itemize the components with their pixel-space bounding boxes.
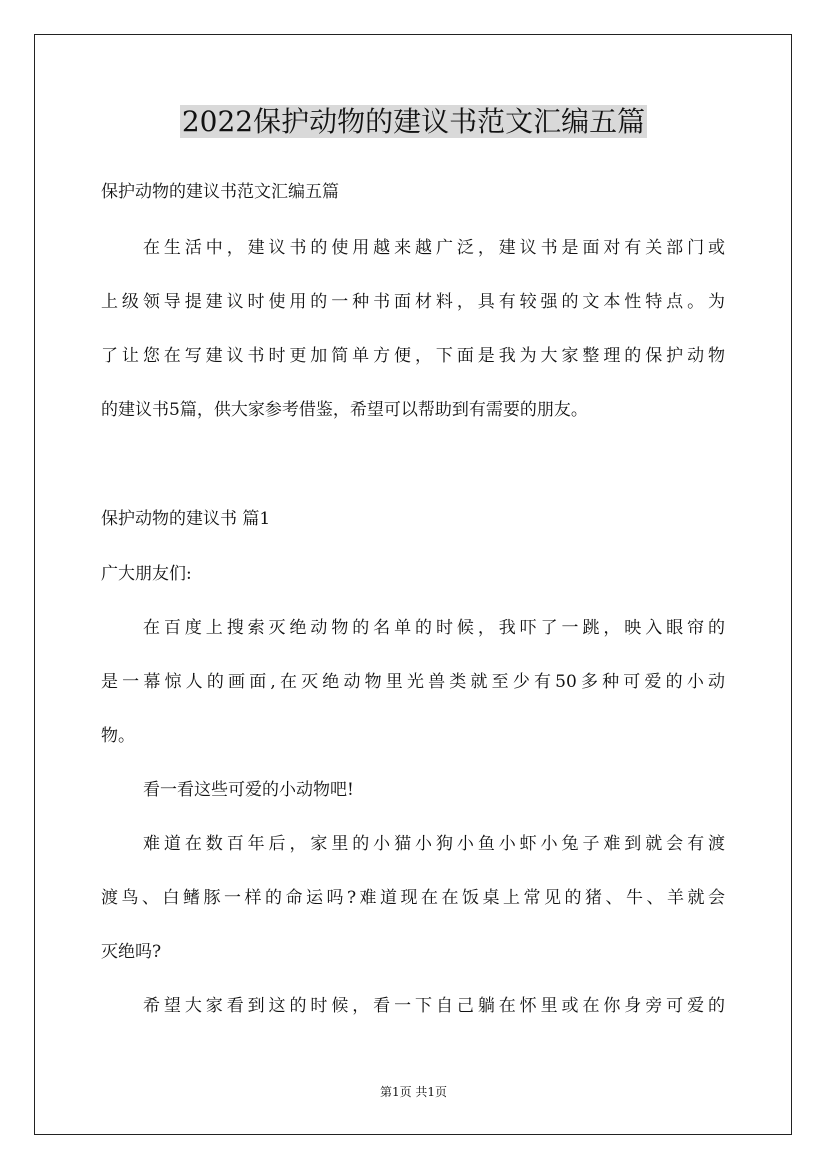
subtitle-line: 保护动物的建议书范文汇编五篇 [101,182,339,202]
page-number-footer: 第1页 共1页 [379,1085,448,1099]
paragraph-line: 看一看这些可爱的小动物吧! [143,780,354,800]
paragraph-line: 的建议书5篇，供大家参考借鉴，希望可以帮助到有需要的朋友。 [101,400,588,420]
paragraph-line: 上级领导提建议时使用的一种书面材料，具有较强的文本性特点。为 [101,292,725,312]
paragraph-line: 渡鸟、白鳍豚一样的命运吗?难道现在在饭桌上常见的猪、牛、羊就会 [101,888,725,908]
section-heading: 保护动物的建议书 篇1 [101,509,271,529]
paragraph-line: 灭绝吗? [101,942,162,962]
document-title-text: 2022保护动物的建议书范文汇编五篇 [181,105,646,138]
paragraph-line: 难道在数百年后，家里的小猫小狗小鱼小虾小兔子难到就会有渡 [143,834,725,854]
paragraph-line: 在百度上搜索灭绝动物的名单的时候，我吓了一跳，映入眼帘的 [143,618,725,638]
paragraph-line: 在生活中，建议书的使用越来越广泛，建议书是面对有关部门或 [143,238,725,258]
paragraph-line: 希望大家看到这的时候，看一下自己躺在怀里或在你身旁可爱的 [143,996,725,1016]
paragraph-line: 了让您在写建议书时更加简单方便，下面是我为大家整理的保护动物 [101,346,725,366]
document-title [0,100,827,144]
paragraph-line: 物。 [101,726,135,746]
salutation-line: 广大朋友们: [101,564,192,584]
paragraph-line: 是一幕惊人的画面,在灭绝动物里光兽类就至少有50多种可爱的小动 [101,672,725,692]
